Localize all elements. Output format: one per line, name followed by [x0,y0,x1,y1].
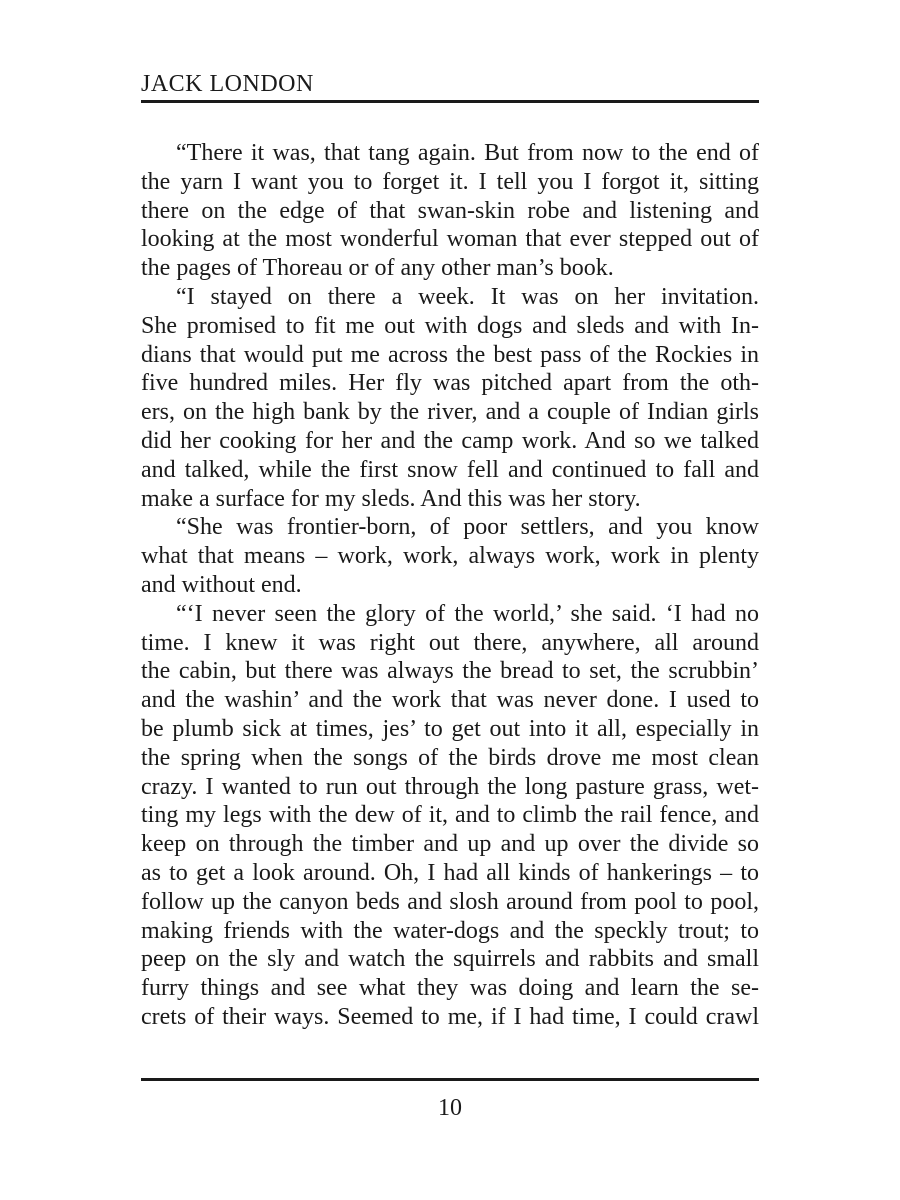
text-line: what that means – work, work, always work, work in plenty [141,543,759,570]
page-header [141,68,759,103]
page-number: 10 [438,1095,462,1121]
text-line: the spring when the songs of the birds drove me most clean [141,744,759,771]
text-line: “She was frontier-born, of poor settlers, and you know [176,514,759,541]
text-line: keep on through the timber and up and up over the divide so [141,831,759,858]
text-line: “I stayed on there a week. It was on her invitation. [176,283,759,310]
text-line: as to get a look around. Oh, I had all kinds of hankerings – to [141,859,759,886]
text-line: and without end. [141,571,302,598]
page-footer [141,1078,759,1123]
text-line: the yarn I want you to forget it. I tell you I forgot it, sitting [141,168,759,195]
body-text [141,139,759,1039]
text-line: time. I knew it was right out there, anywhere, all around [141,629,759,656]
text-line: and the washin’ and the work that was never done. I used to [141,687,759,714]
text-line: make a surface for my sleds. And this was her story. [141,485,641,512]
text-line: dians that would put me across the best pass of the Rockies in [141,341,759,368]
text-line: She promised to fit me out with dogs and sleds and with In- [141,312,759,339]
text-line: crets of their ways. Seemed to me, if I had time, I could crawl [141,1003,759,1030]
running-head: JACK LONDON [141,71,314,97]
paragraph [141,513,759,599]
paragraph [141,600,759,1032]
text-line: follow up the canyon beds and slosh around from pool to pool, [141,888,759,915]
text-line: there on the edge of that swan-skin robe and listening and [141,197,759,224]
text-line: peep on the sly and watch the squirrels and rabbits and small [141,946,759,973]
paragraph [141,283,759,513]
paragraph [141,139,759,283]
text-line: did her cooking for her and the camp work. And so we talked [141,427,759,454]
text-line: and talked, while the first snow fell and continued to fall and [141,456,759,483]
text-line: looking at the most wonderful woman that ever stepped out of [141,226,759,253]
text-line: making friends with the water-dogs and the speckly trout; to [141,917,759,944]
text-line: crazy. I wanted to run out through the long pasture grass, wet- [141,773,759,800]
text-line: “‘I never seen the glory of the world,’ she said. ‘I had no [176,600,759,627]
header-rule [141,100,759,103]
text-line: ers, on the high bank by the river, and a couple of Indian girls [141,399,759,426]
text-line: ting my legs with the dew of it, and to climb the rail fence, and [141,802,759,829]
text-line: the pages of Thoreau or of any other man’s book. [141,255,614,282]
text-line: “There it was, that tang again. But from now to the end of [176,140,759,166]
footer-rule [141,1078,759,1081]
text-line: furry things and see what they was doing and learn the se- [141,975,759,1002]
text-line: the cabin, but there was always the bread to set, the scrubbin’ [141,658,759,685]
text-line: be plumb sick at times, jes’ to get out into it all, especially in [141,715,759,742]
text-line: five hundred miles. Her fly was pitched apart from the oth- [141,370,759,397]
